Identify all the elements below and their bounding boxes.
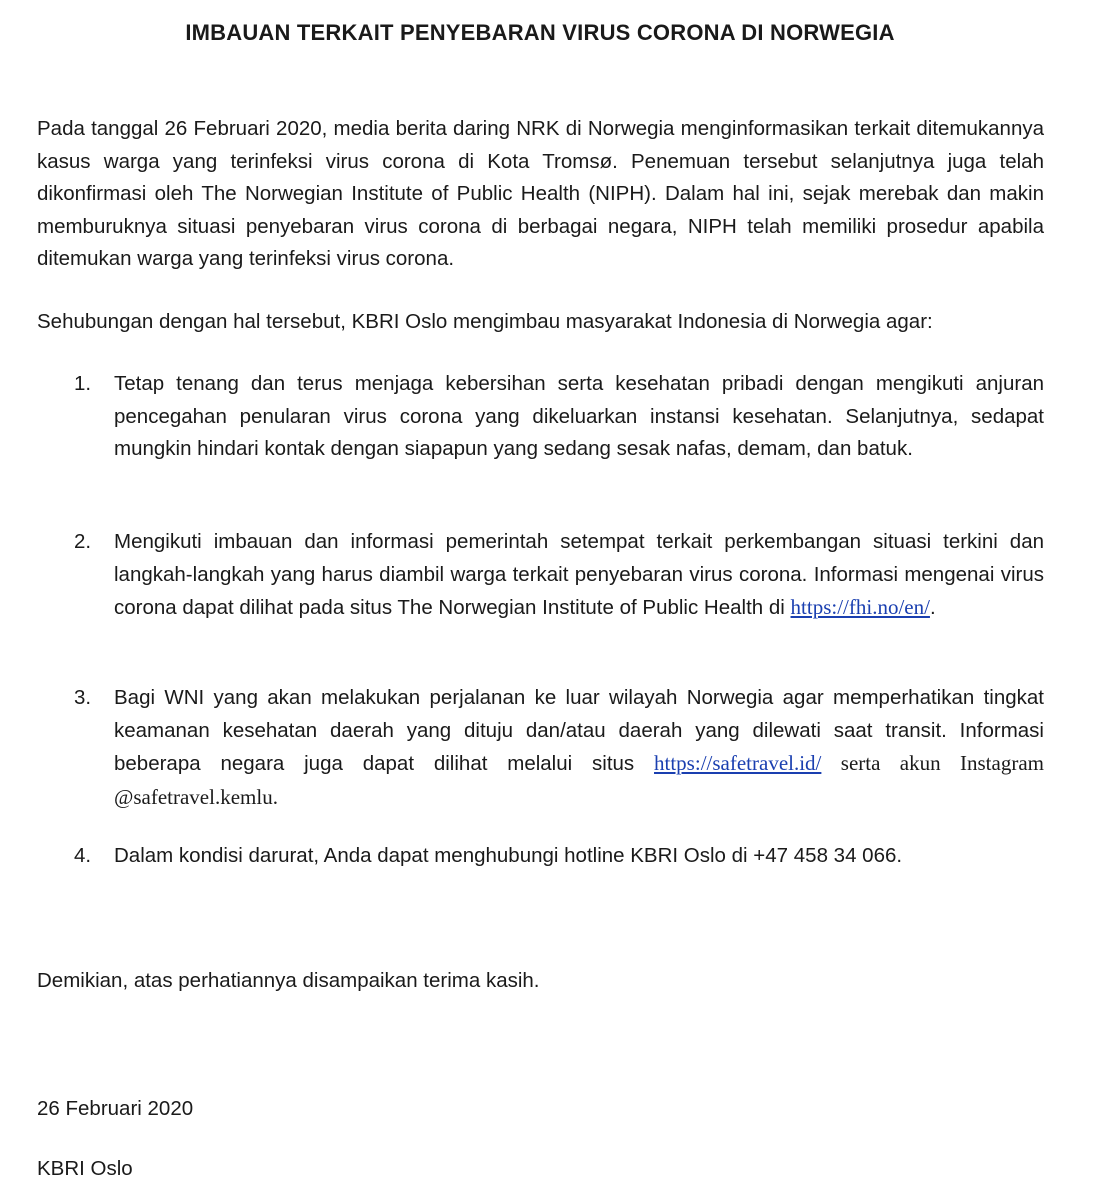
safetravel-link[interactable]: https://safetravel.id/	[654, 751, 822, 775]
list-item	[74, 526, 1044, 625]
list-item-body	[114, 526, 1044, 625]
signature: KBRI Oslo	[37, 1157, 133, 1180]
list-item-text: Dalam kondisi darurat, Anda dapat menghubungi hotline KBRI Oslo di +47 458 34 066.	[114, 844, 903, 867]
list-item-text: Mengikuti imbauan dan informasi pemerintah setempat terkait perkembangan situasi terkini dan langkah-langkah yang harus diambil warga terkait penyebaran virus corona. Informasi mengenai virus corona dapat dilihat pada situs The Norwegian Institute of Public Health di	[114, 530, 1044, 619]
list-item-number: 4.	[74, 844, 92, 867]
closing-text: Demikian, atas perhatiannya disampaikan terima kasih.	[37, 969, 540, 992]
intro-paragraph: Pada tanggal 26 Februari 2020, media berita daring NRK di Norwegia menginformasikan terkait ditemukannya kasus warga yang terinfeksi virus corona di Kota Tromsø. Penemuan tersebut selanjutnya juga telah dikonfirmasi oleh The Norwegian Institute of Public Health (NIPH). Dalam hal ini, sejak merebak dan makin memburuknya situasi penyebaran virus corona di berbagai negara, NIPH telah memiliki prosedur apabila ditemukan warga yang terinfeksi virus corona.	[37, 117, 1044, 270]
list-item	[74, 840, 1044, 873]
list-item-number: 1.	[74, 372, 92, 395]
list-item-suffix: serta akun Instagram @safetravel.kemlu.	[114, 751, 1044, 809]
lead-paragraph: Sehubungan dengan hal tersebut, KBRI Oslo mengimbau masyarakat Indonesia di Norwegia agar:	[37, 310, 933, 333]
document-date: 26 Februari 2020	[37, 1097, 194, 1120]
list-item-text: Tetap tenang dan terus menjaga kebersihan serta kesehatan pribadi dengan mengikuti anjuran pencegahan penularan virus corona yang dikeluarkan instansi kesehatan. Selanjutnya, sedapat mungkin hindari kontak dengan siapapun yang sedang sesak nafas, demam, dan batuk.	[114, 372, 1044, 460]
list-item-text: Bagi WNI yang akan melakukan perjalanan ke luar wilayah Norwegia agar memperhatikan tingkat keamanan kesehatan daerah yang dituju dan/atau daerah yang dilewati saat transit. Informasi beberapa negara juga dapat dilihat melalui situs	[114, 686, 1044, 775]
list-item	[74, 368, 1044, 466]
list-item	[74, 682, 1044, 814]
fhi-link[interactable]: https://fhi.no/en/	[790, 595, 930, 619]
document-title: IMBAUAN TERKAIT PENYEBARAN VIRUS CORONA DI NORWEGIA	[185, 20, 895, 45]
list-item-body	[114, 682, 1044, 814]
list-item-number: 3.	[74, 686, 92, 709]
list-item-suffix: .	[929, 596, 936, 619]
list-item-number: 2.	[74, 530, 92, 553]
